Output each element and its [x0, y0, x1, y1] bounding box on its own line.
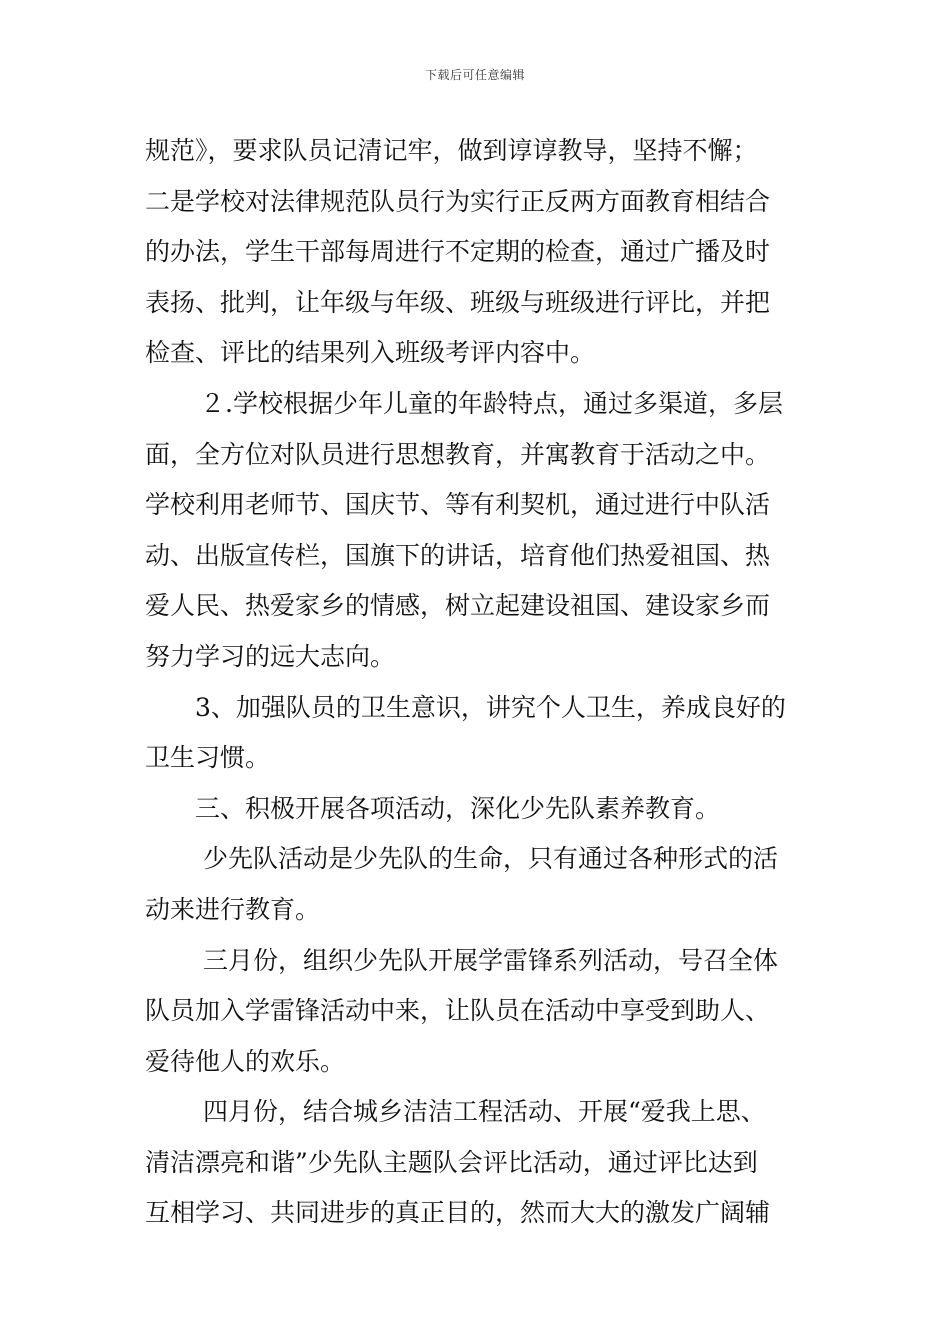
text-line: 动、出版宣传栏，国旗下的讲话，培育他们热爱祖国、热	[145, 540, 771, 570]
paragraph-start-line: 3、加强队员的卫生意识，讲究个人卫生，养成良好的	[195, 692, 786, 722]
text-line: 互相学习、共同进步的真正目的，然而大大的激发广阔辅	[145, 1198, 771, 1228]
text-line: 动来进行教育。	[145, 894, 321, 924]
page-header-note: 下载后可任意编辑	[424, 68, 525, 82]
text-line: 规范》，要求队员记清记牢，做到谆谆教导，坚持不懈；	[145, 136, 758, 165]
text-line: 表扬、批判，让年级与年级、班级与班级进行评比，并把	[145, 287, 771, 317]
text-line: 检查、评比的结果列入班级考评内容中。	[145, 338, 596, 368]
section-heading: 三、积极开展各项活动，深化少先队素养教育。	[195, 793, 721, 823]
text-line: 面，全方位对队员进行思想教育，并寓教育于活动之中。	[145, 439, 771, 469]
text-line: 爱待他人的欢乐。	[145, 1046, 346, 1076]
text-line: 的办法，学生干部每周进行不定期的检查，通过广播及时	[145, 237, 771, 267]
text-line: 卫生习惯。	[145, 743, 271, 773]
text-line: 爱人民、热爱家乡的情感，树立起建设祖国、建设家乡而	[145, 591, 771, 621]
text-line: 清洁漂亮和谐”少先队主题队会评比活动，通过评比达到	[145, 1147, 758, 1177]
paragraph-start-line: ２.学校根据少年儿童的年龄特点，通过多渠道，多层	[200, 388, 783, 418]
paragraph-start-line: 三月份，组织少先队开展学雷锋系列活动，号召全体	[203, 945, 779, 975]
body-text	[145, 126, 810, 1239]
text-line: 队员加入学雷锋活动中来，让队员在活动中享受到助人、	[145, 996, 771, 1026]
paragraph-start-line: 少先队活动是少先队的生命，只有通过各种形式的活	[203, 844, 779, 874]
text-line: 努力学习的远大志向。	[145, 641, 396, 671]
text-line: 学校利用老师节、国庆节、等有利契机，通过进行中队活	[145, 490, 771, 520]
text-line: 二是学校对法律规范队员行为实行正反两方面教育相结合	[145, 186, 771, 216]
paragraph-start-line: 四月份，结合城乡洁洁工程活动、开展“爱我上思、	[203, 1097, 766, 1127]
